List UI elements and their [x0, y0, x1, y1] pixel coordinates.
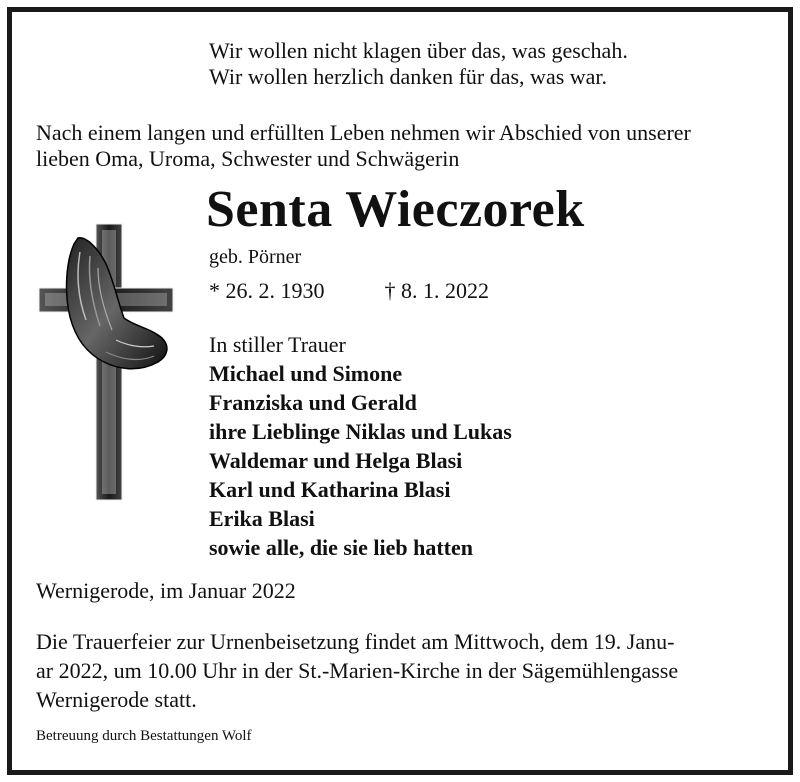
service-info: [36, 627, 771, 714]
birth-date: * 26. 2. 1930: [209, 278, 325, 303]
mourners-block: [209, 330, 512, 562]
mourners-heading: In stiller Trauer: [209, 332, 346, 357]
service-line-3: Wernigerode statt.: [36, 687, 197, 712]
funeral-home-credit: Betreuung durch Bestattungen Wolf: [36, 728, 252, 744]
service-line-2: ar 2022, um 10.00 Uhr in der St.-Marien-Kirche in der Sägemühlengasse: [36, 658, 679, 683]
intro-line-2: lieben Oma, Uroma, Schwester und Schwägerin: [36, 146, 460, 171]
intro-line-1: Nach einem langen und erfüllten Leben nehmen wir Abschied von unserer: [36, 120, 691, 145]
mourner-line: Waldemar und Helga Blasi: [209, 448, 463, 473]
mourner-line: Karl und Katharina Blasi: [209, 477, 451, 502]
place-and-date: Wernigerode, im Januar 2022: [36, 578, 296, 603]
quote-line-1: Wir wollen nicht klagen über das, was geschah.: [209, 38, 628, 63]
deceased-name: Senta Wieczorek: [206, 181, 585, 238]
mourner-line: ihre Lieblinge Niklas und Lukas: [209, 419, 512, 444]
maiden-name: geb. Pörner: [209, 246, 302, 268]
service-line-1: Die Trauerfeier zur Urnenbeisetzung findet am Mittwoch, dem 19. Janu-: [36, 629, 675, 654]
death-date: † 8. 1. 2022: [384, 278, 489, 303]
mourner-line: Erika Blasi: [209, 506, 315, 531]
mourner-line: Michael und Simone: [209, 361, 403, 386]
cross-with-praying-hands-icon: [36, 222, 176, 504]
mourner-line: sowie alle, die sie lieb hatten: [209, 535, 473, 560]
quote-line-2: Wir wollen herzlich danken für das, was war.: [209, 64, 608, 89]
mourner-line: Franziska und Gerald: [209, 390, 417, 415]
life-dates: [209, 278, 489, 304]
